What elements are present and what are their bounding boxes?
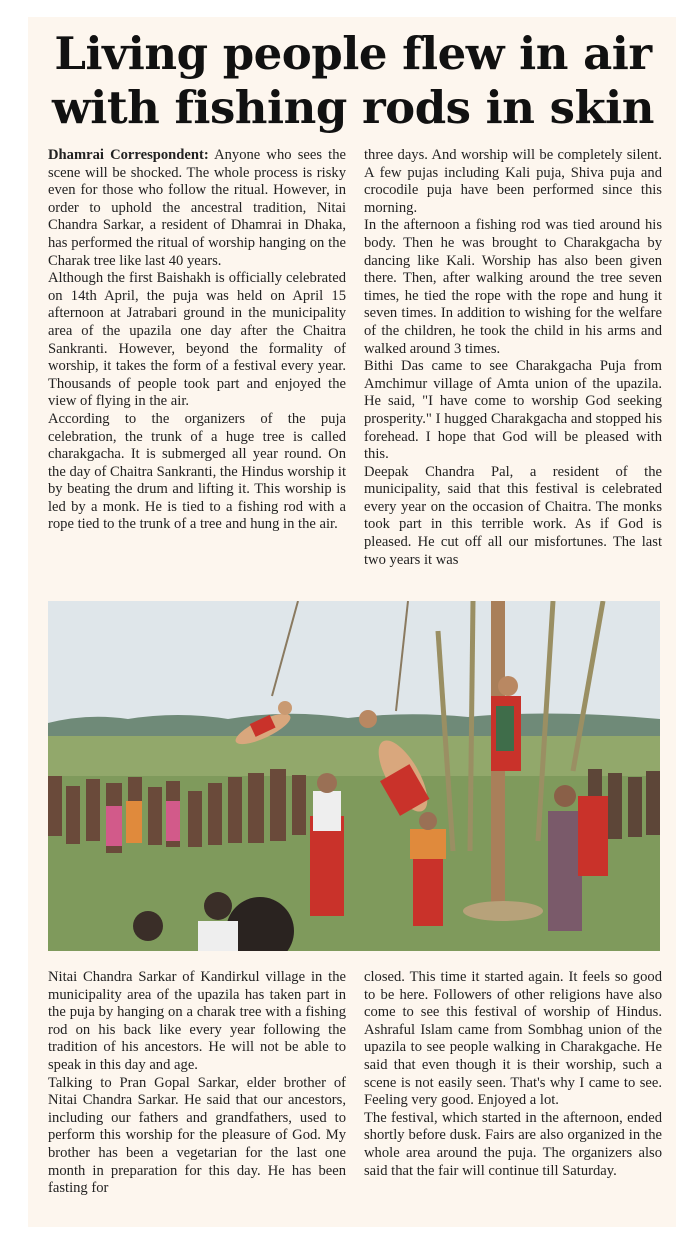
paragraph: Nitai Chandra Sarkar of Kandirkul village in the municipality area of the upazila has taken part in the puja by hanging on a charak tree with a fishing rod on his back like every year following the tradition of his ancestors. He will not be able to speak in this day and age.: [48, 969, 346, 1073]
byline: Dhamrai Correspondent:: [48, 147, 209, 163]
paragraph: Although the first Baishakh is officially celebrated on 14th April, the puja was held on April 15 afternoon at Jatrabari ground in the municipality area of the upazila one day after the Chaitra Sankranti. However, beyond the formality of worship, it takes the form of a festival every year. Thousands of people took part and enjoyed the view of flying in the air.: [48, 270, 346, 410]
column-top-left: [48, 147, 346, 534]
paragraph: Talking to Pran Gopal Sarkar, elder brother of Nitai Chandra Sarkar. He said that our ancestors, including our fathers and grandfathers, used to perform this worship for the pleasure of God. My brother has been a vegetarian for the last one month in preparation for this day. He has been fasting for: [48, 1074, 346, 1197]
column-top-right: [364, 147, 662, 569]
column-bottom-right: [364, 969, 662, 1180]
paragraph: According to the organizers of the puja celebration, the trunk of a huge tree is called charakgacha. It is submerged all year round. On the day of Chaitra Sankranti, the Hindus worship it by beating the drum and lifting it. This worship is led by a monk. He is tied to a fishing rod with a rope tied to the trunk of a tree and hung in the air.: [48, 410, 346, 533]
paragraph: The festival, which started in the afternoon, ended shortly before dusk. Fairs are also organized in the whole area around the puja. The organizers also said that the fair will continue till Saturday.: [364, 1109, 662, 1179]
paragraph: [48, 147, 346, 270]
paragraph: closed. This time it started again. It feels so good to be here. Followers of other religions have also come to see this festival of worship of Hindus. Ashraful Islam came from Sombhag union of the upazila to see people walking in Charakgache. He said that even though it is their worship, such a scene is not easily seen. That's why I came to see. Feeling very good. Enjoyed a lot.: [364, 969, 662, 1109]
paragraph: In the afternoon a fishing rod was tied around his body. Then he was brought to Charakgacha by dancing like Kali. Worship has also been given there. Then, after walking around the tree seven times, he tied the rope with the rope and hung it seven times. In addition to wishing for the welfare of the children, he took the child in his arms and walked around 3 times.: [364, 217, 662, 357]
charak-puja-photo: [48, 601, 660, 951]
newspaper-clipping: [28, 17, 676, 1227]
paragraph: Deepak Chandra Pal, a resident of the municipality, said that this festival is celebrated every year on the occasion of Chaitra. The monks took part in this terrible work. As if God is pleased. He cut off all our misfortunes. The last two years it was: [364, 463, 662, 568]
paragraph-text: Anyone who sees the scene will be shocked. The whole process is risky even for those who follow the ritual. However, in order to uphold the ancestral tradition, Nitai Chandra Sarkar, a resident of Dhamrai in Dhaka, has performed the ritual of worship hanging on the Charak tree like last 40 years.: [48, 147, 346, 269]
article-photo: [48, 601, 660, 951]
paragraph: three days. And worship will be completely silent. A few pujas including Kali puja, Shiva puja and crocodile puja have been performed since this morning.: [364, 147, 662, 216]
column-bottom-left: [48, 969, 346, 1198]
paragraph: Bithi Das came to see Charakgacha Puja from Amchimur village of Amta union of the upazila. He said, "I have come to worship God seeking prosperity." I hugged Charakgacha and stopped his forehead. I hope that God will be pleased with this.: [364, 358, 662, 463]
headline: Living people flew in air with fishing rods in skin: [52, 27, 654, 134]
